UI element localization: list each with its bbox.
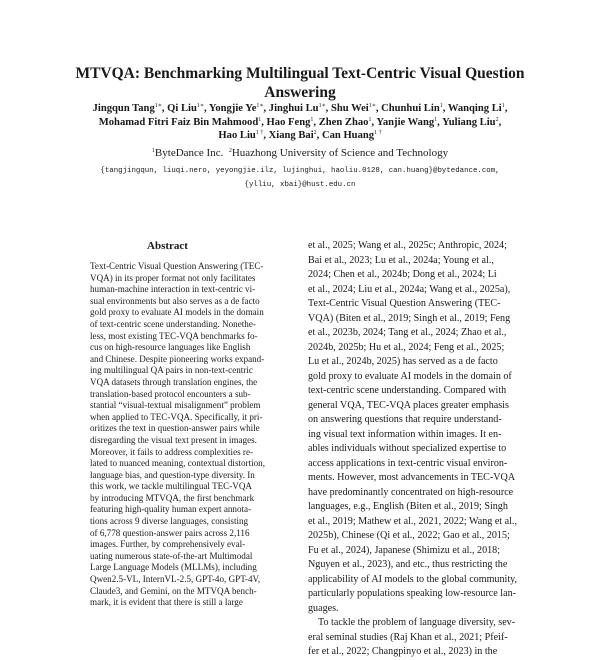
- abstract-line: VQA datasets through translation engines, the: [90, 376, 258, 387]
- abstract-line: translation-based protocol encounters a sub-: [90, 388, 251, 399]
- paper-title-line: Answering: [264, 84, 336, 101]
- email-line: {tangjingqun, liuqi.nero, yeyongjie.ilz, lujinghui, haoliu.0128, can.huang}@bytedance.com,: [100, 167, 500, 175]
- abstract-line: uating numerous state-of-the-art Multimodal: [90, 550, 253, 561]
- author-name: Chunhui Lin: [381, 103, 440, 114]
- abstract-line: of text-centric scene understanding. Nonethe-: [90, 318, 256, 329]
- abstract-line: by introducing MTVQA, the first benchmark: [90, 492, 255, 503]
- author-affiliation-marker: 1: [501, 103, 505, 109]
- author-name: Can Huang: [321, 130, 375, 142]
- author-affiliation-marker: 1 †: [374, 130, 382, 137]
- author-name: Hao Feng: [266, 116, 311, 128]
- author-affiliation-marker: 1∗: [368, 103, 376, 109]
- abstract-line: human-machine interaction in text-centric vi-: [90, 284, 256, 295]
- author-affiliation-marker: 1∗: [256, 103, 264, 109]
- abstract-body: [90, 261, 272, 609]
- author-name: Qi Liu: [167, 103, 197, 114]
- abstract-line: Qwen2.5-VL, InternVL-2.5, GPT-4o, GPT-4V,: [90, 574, 261, 585]
- author-line: Jingqun Tang$^{1∗}$, Qi Liu$^{1∗}$, Yongjie $Ye^{1∗}$, Jinghui $Lu^{1∗}$, Shu Wei$^{1∗}$, Chunhui Lin$^1$, Wanqing Li$^1$,: [92, 103, 508, 114]
- body-text-line: Fu et al., 2024), Japanese (Shimizu et al., 2018;: [308, 544, 501, 556]
- abstract-line: tions across 9 diverse languages, consisting: [90, 516, 249, 527]
- abstract-line: lated to nuanced meaning, contextual distortion,: [90, 458, 266, 469]
- author-affiliation-marker: 1: [434, 116, 438, 123]
- author-list: [40, 102, 560, 143]
- body-text-line: Lu et al., 2024b, 2025) has served as a de facto: [308, 356, 498, 367]
- author-name: Xiang Bai: [268, 130, 314, 142]
- body-text-line: et al., 2025; Wang et al., 2025c; Anthropic, 2024;: [308, 240, 507, 251]
- body-text-line: fer et al., 2022; Changpinyo et al., 2023) in the: [308, 646, 498, 657]
- abstract-line: language bias, and question-type diversity. In: [90, 469, 255, 480]
- abstract-line: mark, it is evident that there is still a large: [90, 597, 243, 608]
- author-name: Hao Liu: [218, 130, 256, 142]
- author-affiliation-marker: 1: [368, 116, 372, 123]
- abstract-line: oritizes the text in question-answer pairs while: [90, 423, 260, 434]
- abstract-line: of 6,778 question-answer pairs across 2,116: [90, 527, 250, 538]
- abstract-line: this work, we tackle multilingual TEC-VQA: [90, 481, 252, 492]
- abstract-line: VQA) in its proper format not only facilitates: [90, 272, 256, 283]
- author-affiliation-marker: 2: [495, 116, 499, 123]
- body-text-line: VQA) (Biten et al., 2019; Singh et al., 2019; Feng: [308, 312, 511, 324]
- affiliation-marker: 2: [228, 148, 232, 154]
- abstract-line: Claude3, and Gemini, on the MTVQA bench-: [90, 585, 257, 596]
- body-text-line: text-centric scene understanding. Compared with: [308, 385, 507, 396]
- author-name: Zhen Zhao: [318, 116, 369, 128]
- body-text-line: 2024; Chen et al., 2024b; Dong et al., 2024; Li: [308, 269, 497, 280]
- body-text-line: To tackle the problem of language diversity, sev-: [318, 617, 516, 628]
- abstract-heading: Abstract: [147, 240, 188, 252]
- author-name: Yanjie Wang: [376, 116, 435, 128]
- body-text-line: 2024b, 2025b; Hu et al., 2024; Feng et al., 2025;: [308, 341, 505, 353]
- affiliation-2: Huazhong University of Science and Technology: [231, 147, 449, 159]
- author-name: Mohamad Fitri Faiz Bin Mahmood: [98, 116, 259, 128]
- body-text-line: et al., 2019; Mathew et al., 2021, 2022; Wang et al.,: [308, 515, 517, 527]
- author-affiliation-marker: 1∗: [196, 103, 204, 109]
- abstract-line: gold proxy to evaluate AI models in the domain: [90, 307, 264, 318]
- author-name: Jinghui Lu: [268, 103, 319, 114]
- paper-title: [40, 64, 560, 102]
- author-affiliation-marker: 1∗: [154, 103, 162, 109]
- abstract-line: Large Language Models (MLLMs), including: [90, 562, 257, 573]
- body-text-line: on answering questions that require understand-: [308, 414, 502, 425]
- abstract-line: and Chinese. Despite pioneering works expand-: [90, 353, 265, 364]
- abstract-line: cus on high-resource languages like English: [90, 342, 251, 353]
- abstract-line: sual environments but also serves as a de facto: [90, 295, 260, 306]
- body-text-line: languages, e.g., English (Biten et al., 2019; Singh: [308, 501, 508, 512]
- email-line: {ylliu, xbai}@hust.edu.cn: [244, 181, 356, 189]
- body-text-line: Bai et al., 2023; Lu et al., 2024a; Young et al.,: [308, 254, 494, 266]
- author-affiliation-marker: 1 †: [255, 130, 264, 137]
- author-name: Wanqing Li: [447, 103, 502, 114]
- paper-title-line: MTVQA: Benchmarking Multilingual Text-Centric Visual Question: [75, 65, 525, 82]
- author-name: Yuliang Liu: [442, 116, 496, 128]
- body-text-line: et al., 2023b, 2024; Tang et al., 2024; Zhao et al.,: [308, 327, 507, 338]
- body-text-line: eral seminal studies (Raj Khan et al., 2021; Pfeif-: [308, 631, 508, 643]
- body-text-line: gold proxy to evaluate AI models in the domain of: [308, 370, 512, 382]
- abstract-line: Text-Centric Visual Question Answering (TEC-: [90, 261, 264, 271]
- author-affiliation-marker: 2: [313, 130, 317, 137]
- abstract-line: when applied to TEC-VQA. Specifically, it pri-: [90, 411, 263, 422]
- body-text-line: ing visual text information within images. It en-: [308, 428, 502, 440]
- body-text-line: access applications in text-centric visual environ-: [308, 457, 508, 469]
- body-text-line: Nguyen et al., 2023), and etc., thus restricting the: [308, 559, 508, 570]
- affiliation-marker: 1: [151, 148, 155, 154]
- body-text-line: general VQA, TEC-VQA places greater emphasis: [308, 399, 509, 411]
- body-text-line: ments. However, most advancements in TEC-VQA: [308, 472, 516, 483]
- body-text-line: applicability of AI models to the global community,: [308, 573, 518, 585]
- abstract-line: ing multilingual QA pairs in non-text-centric: [90, 365, 253, 376]
- author-affiliation-marker: 1: [439, 103, 443, 109]
- abstract-line: Moreover, it fails to address complexities re-: [90, 446, 254, 457]
- abstract-line: disregarding the visual text present in images.: [90, 434, 257, 445]
- author-line: Mohamad Fitri Faiz Bin Mahmood$^1$, Hao Feng$^1$, Zhen Zhao$^1$, Yanjie Wang$^1$, Yuliang Liu$^2$,: [98, 116, 502, 128]
- body-text-line: ables individuals without specialized expertise to: [308, 443, 507, 454]
- affiliation-1: ByteDance Inc.: [154, 147, 224, 159]
- author-affiliation-marker: 1: [258, 116, 262, 123]
- author-name: Yongjie Ye: [208, 103, 257, 114]
- author-name: Shu Wei: [330, 103, 369, 114]
- abstract-line: images. Further, by comprehensively eval-: [90, 539, 246, 550]
- abstract-line: featuring high-quality human expert annota-: [90, 504, 252, 515]
- body-text-line: 2025b), Chinese (Qi et al., 2022; Gao et al., 2015;: [308, 530, 510, 541]
- abstract-line: stantial “visual-textual misalignment” problem: [90, 400, 261, 411]
- body-text-line: particularly populations speaking low-resource lan-: [308, 588, 516, 599]
- affiliations: [40, 147, 560, 160]
- introduction-column: [308, 239, 533, 660]
- body-text-line: guages.: [308, 602, 339, 614]
- author-name: Jingqun Tang: [92, 103, 155, 114]
- body-text-line: Text-Centric Visual Question Answering (TEC-: [308, 298, 501, 309]
- abstract-line: less, most existing TEC-VQA benchmarks fo-: [90, 330, 258, 341]
- author-affiliation-marker: 1: [310, 116, 314, 123]
- body-text-line: et al., 2024; Liu et al., 2024a; Wang et al., 2025a),: [308, 283, 511, 295]
- body-text-line: have predominantly concentrated on high-resource: [308, 486, 514, 498]
- author-affiliation-marker: 1∗: [318, 103, 326, 109]
- author-line: Hao Liu$^{1 \dagger}$, Xiang Bai$^2$, Can Huang$^{1 \dagger}$: [218, 130, 382, 142]
